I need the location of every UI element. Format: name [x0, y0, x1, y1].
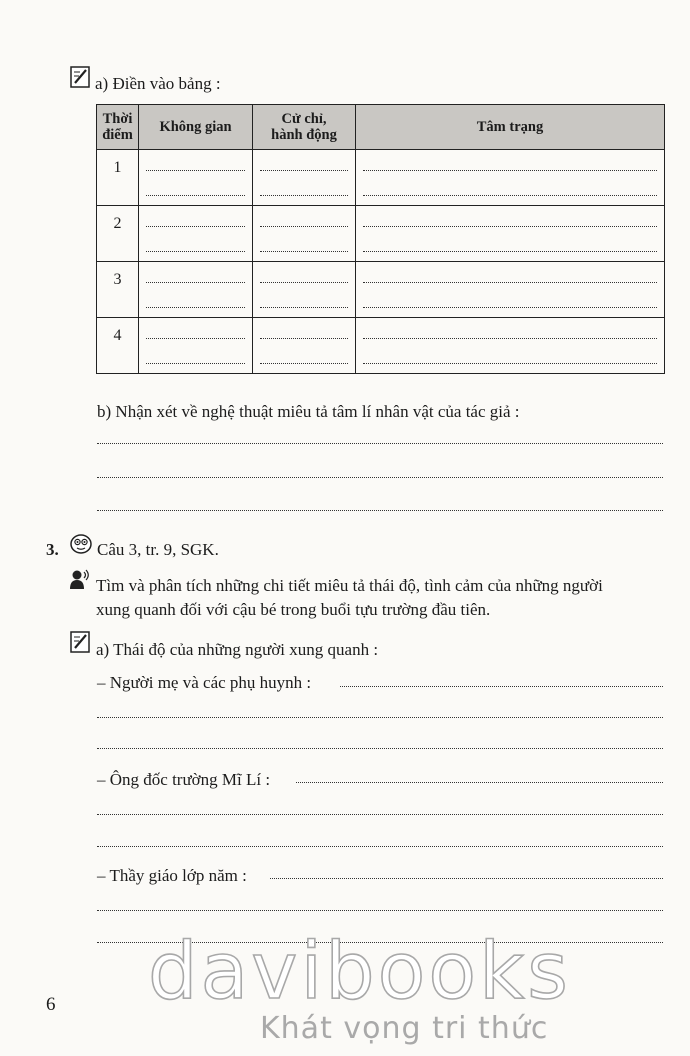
answer-line[interactable] [97, 717, 663, 718]
answer-cell[interactable] [253, 206, 356, 262]
answer-line[interactable] [296, 782, 663, 783]
answer-cell[interactable] [356, 206, 665, 262]
answer-line[interactable] [270, 878, 663, 879]
table-row [97, 150, 665, 206]
answer-line[interactable] [97, 814, 663, 815]
instruction-line-2: xung quanh đối với cậu bé trong buổi tựu trường đầu tiên. [96, 600, 491, 619]
answer-cell[interactable] [253, 318, 356, 374]
answer-cell[interactable] [356, 262, 665, 318]
answer-cell[interactable] [253, 150, 356, 206]
page-number: 6 [46, 994, 56, 1015]
thinking-face-icon [69, 532, 93, 554]
table-row [97, 206, 665, 262]
table-row [97, 318, 665, 374]
answer-cell[interactable] [139, 206, 253, 262]
part-b-label: b) Nhận xét về nghệ thuật miêu tả tâm lí nhân vật của tác giả : [97, 402, 520, 421]
fill-in-table [96, 104, 665, 374]
answer-cell[interactable] [139, 318, 253, 374]
question-reference: Câu 3, tr. 9, SGK. [97, 540, 219, 559]
answer-line[interactable] [97, 846, 663, 847]
row-number: 1 [113, 159, 122, 176]
answer-line[interactable] [97, 443, 663, 444]
header-thoi-diem: Thời điểm [97, 105, 139, 150]
row-number: 2 [113, 215, 122, 232]
item-thay-giao: – Thầy giáo lớp năm : [97, 866, 247, 885]
answer-line[interactable] [97, 477, 663, 478]
row-number: 3 [113, 271, 122, 288]
answer-line[interactable] [97, 510, 663, 511]
item-ong-doc: – Ông đốc trường Mĩ Lí : [97, 770, 271, 789]
instruction-line-1: Tìm và phân tích những chi tiết miêu tả thái độ, tình cảm của những người [96, 576, 603, 595]
header-tam-trang: Tâm trạng [356, 105, 665, 150]
row-number: 4 [113, 327, 122, 344]
row-number-cell [97, 262, 139, 318]
answer-line[interactable] [97, 910, 663, 911]
row-number-cell [97, 150, 139, 206]
table-header-row [97, 105, 665, 150]
answer-cell[interactable] [253, 262, 356, 318]
pencil-note-icon [70, 631, 90, 653]
row-number-cell [97, 206, 139, 262]
row-number-cell [97, 318, 139, 374]
question-number: 3. [46, 540, 59, 559]
answer-line[interactable] [340, 686, 663, 687]
answer-cell[interactable] [139, 262, 253, 318]
answer-line[interactable] [97, 748, 663, 749]
answer-cell[interactable] [139, 150, 253, 206]
pencil-note-icon [70, 66, 90, 88]
watermark-brand: davibooks [148, 927, 571, 1017]
item-nguoi-me: – Người mẹ và các phụ huynh : [97, 673, 312, 692]
watermark-slogan: Khát vọng tri thức [260, 1011, 549, 1046]
part-a-label: a) Điền vào bảng : [95, 74, 221, 93]
header-cu-chi: Cử chỉ, hành động [253, 105, 356, 150]
speaking-person-icon [69, 568, 91, 590]
question3-part-a-label: a) Thái độ của những người xung quanh : [96, 640, 379, 659]
answer-cell[interactable] [356, 318, 665, 374]
table-row [97, 262, 665, 318]
answer-cell[interactable] [356, 150, 665, 206]
header-khong-gian: Không gian [139, 105, 253, 150]
